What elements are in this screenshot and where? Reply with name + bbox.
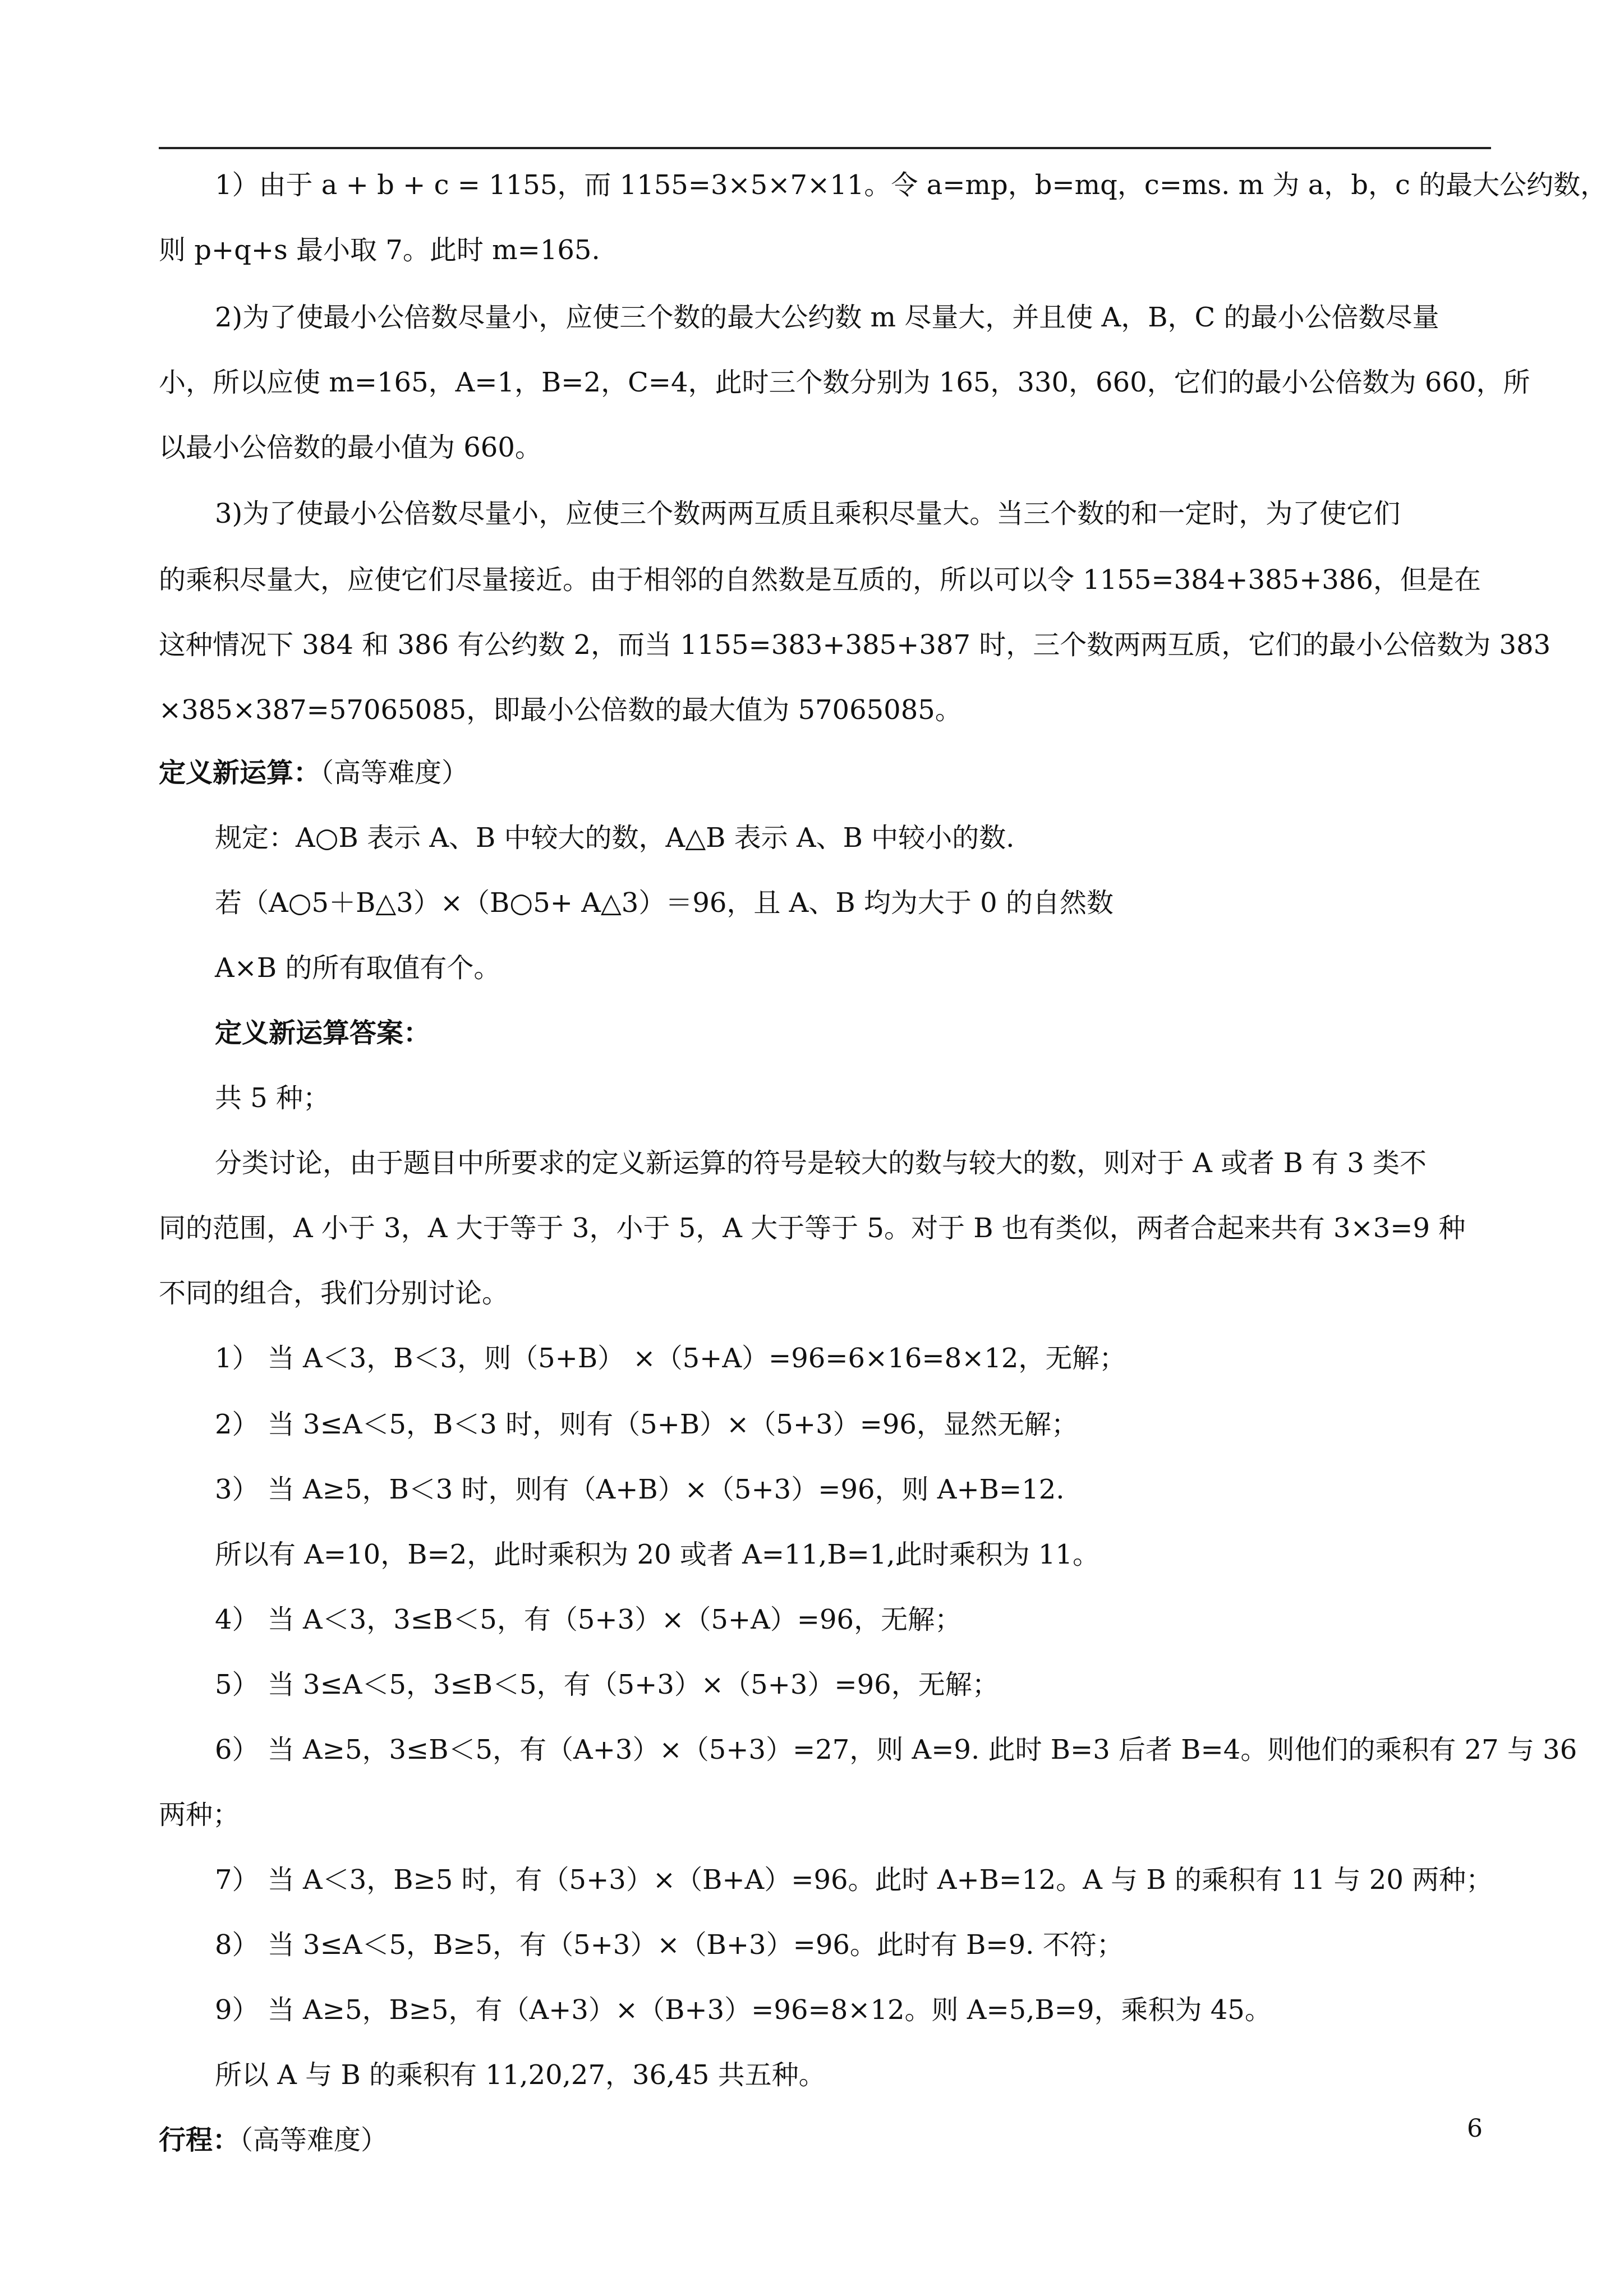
answer-line: 所以有 A=10，B=2，此时乘积为 20 或者 A=11,B=1,此时乘积为 11。 bbox=[215, 1539, 1099, 1570]
answer-line: 不同的组合，我们分别讨论。 bbox=[159, 1278, 509, 1309]
answer-line: 3） 当 A≥5，B＜3 时，则有（A+B）×（5+3）=96，则 A+B=12. bbox=[215, 1474, 1065, 1505]
answer-line: 2） 当 3≤A＜5，B＜3 时，则有（5+B）×（5+3）=96，显然无解； bbox=[215, 1409, 1078, 1440]
paragraph-line: 1）由于 a + b + c = 1155，而 1155=3×5×7×11。令 a=mp，b=mq，c=ms. m 为 a，b，c 的最大公约数， bbox=[215, 169, 1608, 201]
page-number: 6 bbox=[1467, 2114, 1483, 2143]
answer-line: 5） 当 3≤A＜5，3≤B＜5，有（5+3）×（5+3）=96，无解； bbox=[215, 1669, 999, 1700]
answer-line: 两种； bbox=[159, 1799, 240, 1831]
paragraph-line: 则 p+q+s 最小取 7。此时 m=165. bbox=[159, 234, 600, 266]
problem-line: A×B 的所有取值有个。 bbox=[215, 952, 501, 984]
difficulty-label: （高等难度） bbox=[320, 757, 469, 789]
answer-line: 同的范围，A 小于 3，A 大于等于 3，小于 5，A 大于等于 5。对于 B 也有类似，两者合起来共有 3×3=9 种 bbox=[159, 1212, 1466, 1244]
answer-line: 分类讨论，由于题目中所要求的定义新运算的符号是较大的数与较大的数，则对于 A 或者 B 有 3 类不 bbox=[215, 1147, 1427, 1179]
paragraph-line: 小，所以应使 m=165，A=1，B=2，C=4，此时三个数分别为 165，330，660，它们的最小公倍数为 660，所 bbox=[159, 367, 1530, 398]
answer-line: 6） 当 A≥5，3≤B＜5，有（A+3）×（5+3）=27，则 A=9. 此时 B=3 后者 B=4。则他们的乘积有 27 与 36 bbox=[215, 1734, 1577, 1765]
section-title: 行程： bbox=[159, 2124, 240, 2156]
paragraph-line: 3)为了使最小公倍数尽量小，应使三个数两两互质且乘积尽量大。当三个数的和一定时，为了使它们 bbox=[215, 498, 1401, 529]
answer-line: 8） 当 3≤A＜5，B≥5，有（5+3）×（B+3）=96。此时有 B=9. 不符； bbox=[215, 1929, 1124, 1961]
header-rule bbox=[159, 147, 1491, 149]
paragraph-line: 2)为了使最小公倍数尽量小，应使三个数的最大公约数 m 尽量大，并且使 A，B，C 的最小公倍数尽量 bbox=[215, 302, 1439, 333]
answer-line: 所以 A 与 B 的乘积有 11,20,27，36,45 共五种。 bbox=[215, 2059, 826, 2091]
problem-line: 规定：A○B 表示 A、B 中较大的数，A△B 表示 A、B 中较小的数. bbox=[215, 822, 1015, 854]
answer-line: 9） 当 A≥5，B≥5，有（A+3）×（B+3）=96=8×12。则 A=5,B=9，乘积为 45。 bbox=[215, 1994, 1272, 2026]
difficulty-label: （高等难度） bbox=[240, 2124, 388, 2156]
answer-line: 4） 当 A＜3，3≤B＜5，有（5+3）×（5+A）=96，无解； bbox=[215, 1604, 962, 1635]
paragraph-line: 这种情况下 384 和 386 有公约数 2，而当 1155=383+385+387 时，三个数两两互质，它们的最小公倍数为 383 bbox=[159, 629, 1551, 661]
answer-heading: 定义新运算答案： bbox=[215, 1017, 431, 1049]
section-title: 定义新运算： bbox=[159, 757, 321, 789]
paragraph-line: 的乘积尽量大，应使它们尽量接近。由于相邻的自然数是互质的，所以可以令 1155=384+385+386，但是在 bbox=[159, 564, 1481, 596]
problem-line: 若（A○5＋B△3）×（B○5+ A△3）＝96，且 A、B 均为大于 0 的自然数 bbox=[215, 887, 1114, 919]
answer-line: 1） 当 A＜3，B＜3，则（5+B） ×（5+A）=96=6×16=8×12，无解； bbox=[215, 1343, 1126, 1374]
paragraph-line: 以最小公倍数的最小值为 660。 bbox=[159, 432, 542, 463]
section-heading-new-op bbox=[159, 756, 1505, 790]
answer-line: 7） 当 A＜3，B≥5 时，有（5+3）×（B+A）=96。此时 A+B=12。A 与 B 的乘积有 11 与 20 两种； bbox=[215, 1864, 1493, 1896]
answer-line: 共 5 种； bbox=[215, 1082, 330, 1114]
paragraph-line: ×385×387=57065085，即最小公倍数的最大值为 57065085。 bbox=[159, 694, 962, 726]
section-heading-travel bbox=[159, 2123, 1505, 2157]
